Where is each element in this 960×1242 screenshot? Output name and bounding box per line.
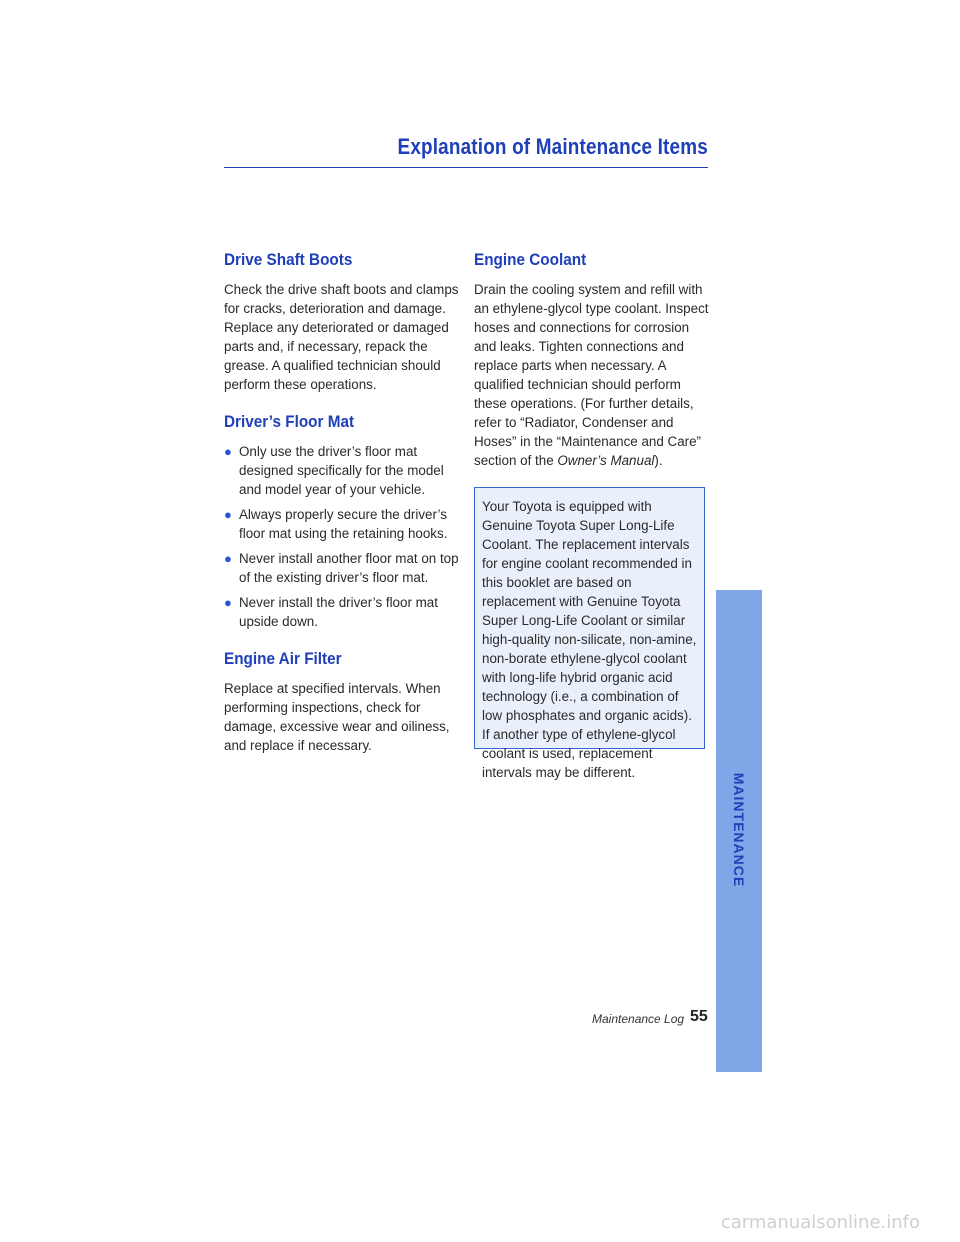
floor-mat-section <box>224 412 459 631</box>
coolant-note-text: Your Toyota is equipped with Genuine Toyota Super Long-Life Coolant. The replacement intervals for engine coolant recommended in this booklet are based on replacement with Genuine Toyota Super Long-Life Coolant or similar high-quality non-silicate, non-amine, non-borate ethylene-glycol coolant with long-life hybrid organic acid technology (i.e., a combination of low phosphates and organic acids). If another type of ethylene-glycol coolant is used, replacement intervals may be different. <box>482 499 697 780</box>
floor-mat-list <box>224 442 459 631</box>
drive-shaft-heading: Drive Shaft Boots <box>224 250 353 269</box>
section-tab-label: MAINTENANCE <box>731 772 747 888</box>
list-item: ● Never install the driver’s floor mat upside down. <box>224 595 438 629</box>
bullet-icon: ● <box>224 507 232 522</box>
coolant-body: Drain the cooling system and refill with an ethylene-glycol type coolant. Inspect hoses and connections for corrosion and leaks. Tighten connections and replace parts when necessary. A qualified technician should perform these operations. (For further details, refer to “Radiator, Condenser and Hoses” in the “Maintenance and Care” section of the Owner’s Manual). <box>474 282 709 468</box>
page-number: 55 <box>690 1008 708 1025</box>
list-item: ● Never install another floor mat on top of the existing driver’s floor mat. <box>224 551 459 585</box>
header-divider <box>224 167 708 168</box>
left-column <box>224 250 459 773</box>
drive-shaft-section <box>224 250 459 394</box>
manual-reference: Owner’s Manual <box>557 453 655 468</box>
coolant-heading: Engine Coolant <box>474 250 587 269</box>
coolant-note-box <box>474 487 705 780</box>
air-filter-heading: Engine Air Filter <box>224 649 342 668</box>
list-item: ● Always properly secure the driver’s floor mat using the retaining hooks. <box>224 507 448 541</box>
footer-section-name: Maintenance Log <box>592 1012 685 1026</box>
right-column <box>474 250 709 488</box>
list-item: ● Only use the driver’s floor mat designed specifically for the model and model year of your vehicle. <box>224 444 444 497</box>
coolant-section <box>474 250 709 470</box>
air-filter-body: Replace at specified intervals. When performing inspections, check for damage, excessive wear and oiliness, and replace if necessary. <box>224 681 450 753</box>
air-filter-section <box>224 649 459 755</box>
bullet-icon: ● <box>224 444 232 459</box>
drive-shaft-body: Check the drive shaft boots and clamps for cracks, deterioration and damage. Replace any deteriorated or damaged parts and, if necessary, repack the grease. A qualified technician should perform these operations. <box>224 282 459 392</box>
bullet-icon: ● <box>224 595 232 610</box>
floor-mat-heading: Driver’s Floor Mat <box>224 412 355 431</box>
watermark: carmanualsonline.info <box>720 1212 920 1233</box>
page-title: Explanation of Maintenance Items <box>397 134 708 159</box>
bullet-icon: ● <box>224 551 232 566</box>
